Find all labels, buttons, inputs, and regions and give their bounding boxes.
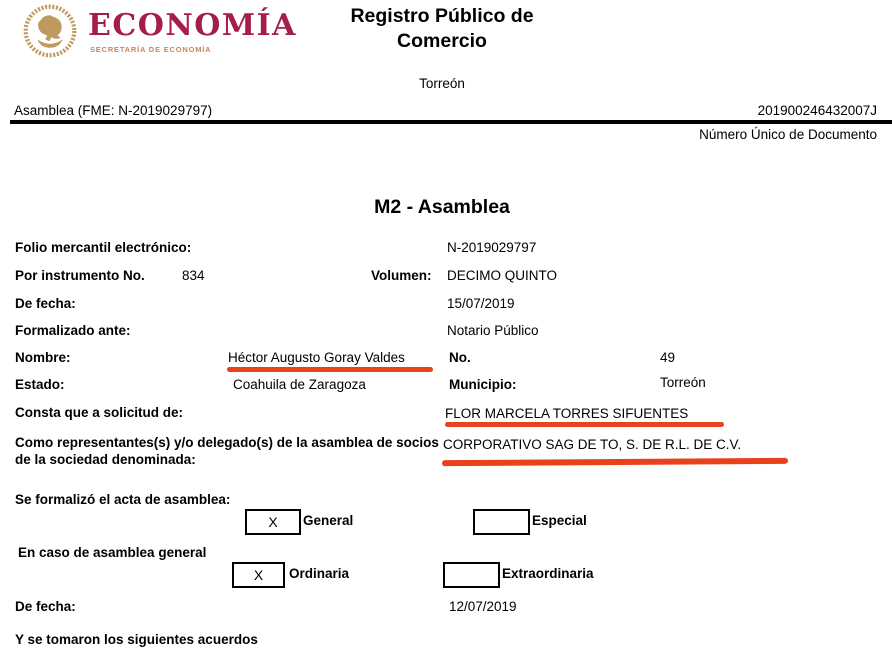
numero-value: 49 <box>660 350 676 365</box>
docbar-left-text: Asamblea (FME: N-2019029797) <box>14 103 213 118</box>
nombre-label: Nombre: <box>15 350 71 365</box>
highlight-underline-solicitud <box>445 422 724 427</box>
form-heading: M2 - Asamblea <box>374 196 510 218</box>
highlight-underline-representantes <box>442 458 788 466</box>
general-checkbox-label: General <box>303 513 354 528</box>
nombre-value: Héctor Augusto Goray Valdes <box>228 350 405 365</box>
numero-label: No. <box>449 350 471 365</box>
page-title-line1: Registro Público de <box>350 5 534 27</box>
volumen-label: Volumen: <box>371 268 432 283</box>
solicitud-value: FLOR MARCELA TORRES SIFUENTES <box>445 406 689 421</box>
page-title-line2: Comercio <box>397 30 487 52</box>
brand-subtitle: SECRETARÍA DE ECONOMÍA <box>90 45 212 54</box>
especial-checkbox <box>473 509 530 535</box>
estado-label: Estado: <box>15 377 65 392</box>
instrumento-label: Por instrumento No. <box>15 268 145 283</box>
acuerdos-section-label: Y se tomaron los siguientes acuerdos <box>15 632 258 647</box>
highlight-underline-nombre <box>227 367 433 372</box>
formalizado-label: Formalizado ante: <box>15 323 131 338</box>
extraordinaria-checkbox <box>443 562 500 588</box>
document-number: 201900246432007J <box>757 103 877 118</box>
especial-checkbox-label: Especial <box>532 513 587 528</box>
page-title <box>0 4 884 54</box>
representantes-label: Como representantes(s) y/o delegado(s) de la asamblea de socios de la sociedad denominada: <box>15 435 439 467</box>
fecha-instrumento-label: De fecha: <box>15 296 76 311</box>
representantes-value: CORPORATIVO SAG DE TO, S. DE R.L. DE C.V. <box>443 437 742 452</box>
estado-value: Coahuila de Zaragoza <box>233 377 366 392</box>
acta-section-label: Se formalizó el acta de asamblea: <box>15 492 231 507</box>
solicitud-label: Consta que a solicitud de: <box>15 405 184 420</box>
divider-rule <box>10 120 892 124</box>
fecha-instrumento-value: 15/07/2019 <box>447 296 515 311</box>
folio-value: N-2019029797 <box>447 240 537 255</box>
document-number-caption: Número Único de Documento <box>699 127 877 142</box>
volumen-value: DECIMO QUINTO <box>447 268 558 283</box>
formalizado-value: Notario Público <box>447 323 539 338</box>
folio-label: Folio mercantil electrónico: <box>15 240 192 255</box>
office-name: Torreón <box>419 76 465 91</box>
municipio-value: Torreón <box>660 375 706 390</box>
ordinaria-checkbox: X <box>232 562 285 588</box>
en-caso-section-label: En caso de asamblea general <box>18 545 207 560</box>
fecha-asamblea-label: De fecha: <box>15 599 76 614</box>
fecha-asamblea-value: 12/07/2019 <box>449 599 517 614</box>
general-checkbox: X <box>245 509 301 535</box>
extraordinaria-checkbox-label: Extraordinaria <box>502 566 594 581</box>
brand-wordmark: ECONOMÍA <box>88 8 297 43</box>
instrumento-value: 834 <box>182 268 205 283</box>
ordinaria-checkbox-label: Ordinaria <box>289 566 350 581</box>
municipio-label: Municipio: <box>449 377 517 392</box>
